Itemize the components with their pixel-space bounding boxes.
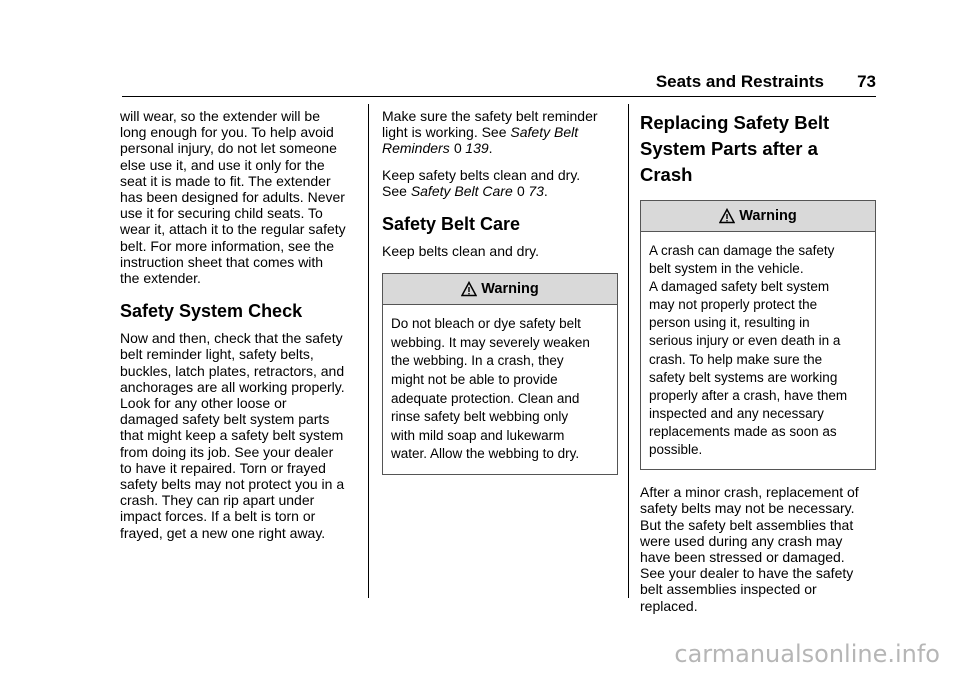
- page-ref-73[interactable]: 73: [528, 182, 544, 199]
- warning-body: A crash can damage the safety belt system in the vehicle. A damaged safety belt system may not properly protect the person using it, resulting in serious injury or even death in a crash. To help make sure the safety belt systems are working properly after a crash, have them inspected and any necessary replacements made as soon as possible.: [649, 243, 848, 458]
- column-left: [120, 108, 360, 541]
- watermark: carmanualsonline.info: [674, 640, 940, 668]
- link-safety-belt-reminders-cont[interactable]: Reminders: [382, 140, 450, 157]
- page-ref-arrow-icon: 0: [516, 182, 525, 199]
- warning-box-belt-care: [382, 273, 618, 475]
- page-ref-139[interactable]: 139: [465, 140, 489, 157]
- column-divider-1: [368, 104, 369, 598]
- warning-title: Warning: [481, 281, 539, 298]
- extender-paragraph: will wear, so the extender will be long enough for you. To help avoid personal injury, do not let someone else use it, and use it only for the seat it is made to fit. The extender has been designed for adults. Never use it for securing child seats. To wear it, attach it to the regular safety belt. For more information, see the instruction sheet that comes with the extender.: [120, 108, 346, 287]
- heading-replacing-parts: Replacing Safety Belt System Parts after a Crash: [640, 112, 830, 185]
- section-title: Seats and Restraints: [655, 72, 824, 91]
- link-safety-belt-reminders[interactable]: Safety Belt: [510, 124, 579, 141]
- safety-check-paragraph: Now and then, check that the safety belt reminder light, safety belts, buckles, latch plates, retractors, and anchorages are all working properly. Look for any other loose or damaged safety belt system parts that might keep a safety belt system from doing its job. See your dealer to have it repaired. Torn or frayed safety belts may not protect you in a crash. They can rip apart under impact forces. If a belt is torn or frayed, get a new one right away.: [120, 330, 345, 541]
- clean-dry-paragraph: Keep safety belts clean and dry. See Safety Belt Care 0 73.: [382, 166, 581, 199]
- heading-safety-belt-care: Safety Belt Care: [382, 214, 521, 235]
- column-divider-2: [628, 104, 629, 598]
- warning-box-crash: [640, 200, 876, 470]
- page-number: 73: [857, 72, 876, 91]
- page-ref-arrow-icon: 0: [453, 140, 462, 157]
- minor-crash-paragraph: After a minor crash, replacement of safety belts may not be necessary. But the safety belt assemblies that were used during any crash may have been stressed or damaged. See your dealer to have the safety belt assemblies inspected or replaced.: [640, 484, 859, 614]
- warning-header: [641, 201, 875, 232]
- warning-icon: [461, 281, 477, 297]
- warning-body: Do not bleach or dye safety belt webbing. It may severely weaken the webbing. In a crash, they might not be able to provide adequate protection. Clean and rinse safety belt webbing only with mild soap and lukewarm water. Allow the webbing to dry.: [391, 316, 590, 462]
- link-safety-belt-care[interactable]: Safety Belt Care: [410, 182, 513, 199]
- page-header: [122, 72, 876, 94]
- warning-header: [383, 274, 617, 305]
- warning-icon: [719, 208, 735, 224]
- column-right: [640, 110, 876, 614]
- reminder-paragraph: Make sure the safety belt reminder light is working. See Safety Belt Reminders 0 139.: [382, 108, 598, 157]
- column-middle: [382, 108, 618, 475]
- keep-clean-paragraph: Keep belts clean and dry.: [382, 243, 539, 260]
- heading-safety-system-check: Safety System Check: [120, 301, 303, 322]
- header-divider: [122, 96, 876, 97]
- warning-title: Warning: [739, 207, 797, 224]
